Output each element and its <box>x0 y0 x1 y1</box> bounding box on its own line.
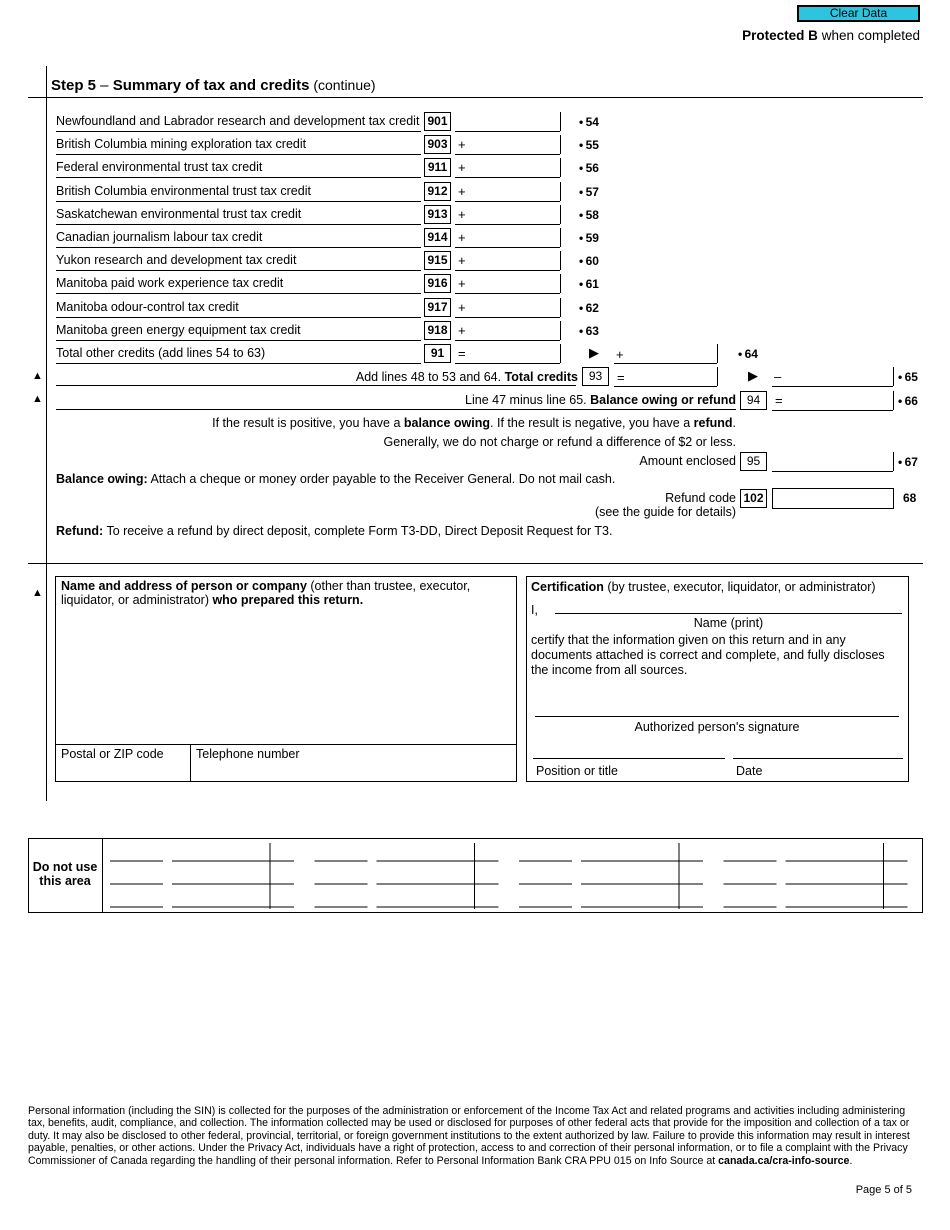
preparer-title <box>61 579 506 607</box>
arrow-right-icon: ▶ <box>589 345 599 360</box>
credit-line-divider <box>560 158 561 177</box>
credit-line-number-value: 59 <box>585 231 599 245</box>
credit-line-underline <box>56 340 421 341</box>
credit-line-code: 912 <box>424 182 451 201</box>
credit-line-symbol: + <box>458 184 466 199</box>
credit-line-divider <box>560 228 561 247</box>
credit-line-code: 901 <box>424 112 451 131</box>
line-67-underline <box>772 471 893 472</box>
credit-line-divider <box>560 112 561 131</box>
line-64-amount[interactable] <box>630 346 714 362</box>
line-number-67: • 67 <box>898 455 918 469</box>
position-title-label: Position or title <box>536 764 618 778</box>
total-credits-underline <box>56 385 576 386</box>
balance-owing-text: Attach a cheque or money order payable to the Receiver General. Do not mail cash. <box>147 472 616 486</box>
credit-line-underline <box>56 270 421 271</box>
credit-line-amount-underline <box>455 131 560 132</box>
credit-line-number-value: 62 <box>585 301 599 315</box>
line-91-underline <box>455 363 560 364</box>
credit-line-number-value: 60 <box>585 254 599 268</box>
credit-line-label: Yukon research and development tax credit <box>56 253 297 267</box>
credit-line-divider <box>560 182 561 201</box>
preparer-title-bold: Name and address of person or company <box>61 579 307 593</box>
line-number-65: • 65 <box>898 370 918 384</box>
credit-line-number-value: 58 <box>585 208 599 222</box>
protected-bold: Protected B <box>742 28 818 43</box>
credit-line-number: • 55 <box>579 138 599 152</box>
credit-line-amount[interactable] <box>472 276 558 292</box>
code-94: 94 <box>740 391 767 410</box>
credit-line-number: • 54 <box>579 115 599 129</box>
section-divider <box>28 563 923 564</box>
line-91-amount[interactable] <box>472 346 558 362</box>
credit-line-label: Manitoba paid work experience tax credit <box>56 276 284 290</box>
clear-data-button[interactable]: Clear Data <box>797 5 920 22</box>
credit-line-divider <box>560 321 561 340</box>
credit-line-divider <box>560 205 561 224</box>
total-credits-bold: Total credits <box>504 370 578 384</box>
info-source-link[interactable]: canada.ca/cra-info-source <box>718 1154 850 1167</box>
credit-line-number-value: 56 <box>585 161 599 175</box>
refund-text: To receive a refund by direct deposit, complete Form T3-DD, Direct Deposit Request for T3. <box>103 524 613 538</box>
line-67-number: 67 <box>904 455 918 469</box>
code-93: 93 <box>582 367 609 386</box>
certification-title <box>531 580 876 594</box>
line-64-number: 64 <box>744 347 758 361</box>
credit-line-amount-underline <box>455 177 560 178</box>
postal-code-input[interactable] <box>61 763 186 779</box>
balance-owing-note <box>56 472 615 486</box>
balance-owing-bold: Balance owing: <box>56 472 148 486</box>
name-print-label: Name (print) <box>693 616 764 630</box>
line-93-amount[interactable] <box>630 369 714 385</box>
certifier-name-input[interactable] <box>556 597 901 613</box>
result-p1: If the result is positive, you have a <box>212 416 404 430</box>
equals-symbol: = <box>458 346 466 361</box>
telephone-input[interactable] <box>196 763 511 779</box>
credit-line-symbol: + <box>458 160 466 175</box>
credit-line-symbol: + <box>458 300 466 315</box>
amount-enclosed-label: Amount enclosed <box>639 454 736 468</box>
certification-statement: certify that the information given on this return and in any documents attached is correct and complete, and fully discloses the income from all sources. <box>531 633 885 677</box>
triangle-marker-icon: ▲ <box>32 370 43 382</box>
credit-line-amount[interactable] <box>472 323 558 339</box>
line-65-amount[interactable] <box>790 369 890 385</box>
credit-line-amount-underline <box>455 340 560 341</box>
credit-line-number-value: 61 <box>585 277 599 291</box>
date-underline <box>733 758 903 759</box>
result-p3: . <box>732 416 736 430</box>
line-66-number: 66 <box>904 394 918 408</box>
triangle-marker-icon: ▲ <box>32 587 43 599</box>
credit-line-code: 915 <box>424 251 451 270</box>
line-66-underline <box>772 410 893 411</box>
credit-line-amount-underline <box>455 293 560 294</box>
credit-line-number: • 59 <box>579 231 599 245</box>
total-other-underline <box>56 363 421 364</box>
credit-line-code: 914 <box>424 228 451 247</box>
total-credits-pre: Add lines 48 to 53 and 64. <box>355 370 505 384</box>
date-label: Date <box>736 764 763 778</box>
credit-line-amount[interactable] <box>472 114 558 130</box>
step-name: Summary of tax and credits <box>112 77 310 94</box>
result-explanation <box>212 416 736 430</box>
privacy-end: . <box>849 1154 853 1167</box>
page-number: Page 5 of 5 <box>855 1184 912 1196</box>
credit-line-amount[interactable] <box>472 160 558 176</box>
credit-line-number: • 56 <box>579 161 599 175</box>
line-number-66: • 66 <box>898 394 918 408</box>
credit-line-amount[interactable] <box>472 253 558 269</box>
credit-line-code: 911 <box>424 158 451 177</box>
credit-line-code: 903 <box>424 135 451 154</box>
credit-line-amount[interactable] <box>472 230 558 246</box>
credit-line-divider <box>560 135 561 154</box>
plus-symbol: + <box>616 347 624 362</box>
credit-line-number: • 60 <box>579 254 599 268</box>
preparer-bottom-rule <box>55 744 517 745</box>
credit-line-code: 918 <box>424 321 451 340</box>
balance-pre: Line 47 minus line 65. <box>465 393 591 407</box>
credit-line-symbol: + <box>458 137 466 152</box>
credit-line-number: • 63 <box>579 324 599 338</box>
credit-line-amount[interactable] <box>472 207 558 223</box>
credit-line-symbol: + <box>458 207 466 222</box>
step-continue: (continue) <box>309 77 376 93</box>
credit-line-amount-underline <box>455 224 560 225</box>
position-underline <box>533 758 725 759</box>
credit-line-label: Saskatchewan environmental trust tax credit <box>56 207 302 221</box>
line-number-68: 68 <box>903 491 917 505</box>
line-91-divider <box>560 344 561 363</box>
preparer-name-address-input[interactable] <box>60 610 514 742</box>
result-p2: . If the result is negative, you have a <box>490 416 694 430</box>
certification-rest: (by trustee, executor, liquidator, or administrator) <box>603 580 876 594</box>
credit-line-code: 916 <box>424 274 451 293</box>
credit-line-amount-underline <box>455 201 560 202</box>
credit-line-label: Manitoba green energy equipment tax credit <box>56 323 301 337</box>
do-not-use-divider <box>102 838 103 913</box>
do-not-use-grid <box>104 840 920 912</box>
code-91: 91 <box>424 344 451 363</box>
refund-code-note: (see the guide for details) <box>594 505 736 519</box>
refund-code-input[interactable] <box>776 490 890 506</box>
line-64-divider <box>717 344 718 363</box>
refund-code-field-box <box>772 488 894 509</box>
credit-line-amount-underline <box>455 270 560 271</box>
refund-code-label: Refund code <box>665 491 736 505</box>
do-not-use-label: Do not use this area <box>32 860 98 888</box>
credit-line-number: • 62 <box>579 301 599 315</box>
credit-line-amount-underline <box>455 154 560 155</box>
credit-line-underline <box>56 154 421 155</box>
credit-line-amount[interactable] <box>472 184 558 200</box>
credit-line-label: British Columbia environmental trust tax credit <box>56 184 311 198</box>
step-header-rule <box>28 97 923 98</box>
postal-phone-divider <box>190 744 191 782</box>
credit-line-number-value: 57 <box>585 185 599 199</box>
credit-line-underline <box>56 131 421 132</box>
privacy-text: Personal information (including the SIN) is collected for the purposes of the administration or enforcement of the Income Tax Act and related programs and activities including administering tax, benefits, audit, compliance, and collection. The information collected may be used or disclosed for purposes of other federal acts that provide for the imposition and collection of a tax or duty. It may also be disclosed to other federal, provincial, territorial, or foreign government institutions to the extent authorized by law. Failure to provide this information may result in interest payable, penalties, or other actions. Under the Privacy Act, individuals have a right of protection, access to and correction of their personal information, or to file a complaint with the Privacy Commissioner of Canada regarding the handling of their personal information. Refer to Personal Information Bank CRA PPU 015 on Info Source at <box>28 1105 910 1167</box>
step-title <box>51 77 376 94</box>
credit-line-divider <box>560 274 561 293</box>
credit-line-underline <box>56 317 421 318</box>
triangle-marker-icon: ▲ <box>32 393 43 405</box>
credit-line-underline <box>56 224 421 225</box>
credit-line-symbol: + <box>458 276 466 291</box>
total-other-label: Total other credits (add lines 54 to 63) <box>56 346 266 360</box>
credit-line-amount[interactable] <box>472 300 558 316</box>
position-title-input[interactable] <box>533 742 723 758</box>
line-65-divider <box>893 367 894 386</box>
line-65-number: 65 <box>904 370 918 384</box>
i-label: I, <box>531 603 538 617</box>
line-93-underline <box>614 386 717 387</box>
credit-line-underline <box>56 201 421 202</box>
certification-bold: Certification <box>531 580 604 594</box>
balance-underline <box>56 409 736 410</box>
credit-line-number: • 61 <box>579 277 599 291</box>
signature-label: Authorized person's signature <box>634 720 800 734</box>
equals-symbol: = <box>775 393 783 408</box>
postal-code-label: Postal or ZIP code <box>61 747 164 761</box>
step-number: Step 5 <box>51 77 97 94</box>
credit-line-number-value: 55 <box>585 138 599 152</box>
credit-line-symbol: + <box>458 230 466 245</box>
credit-line-number-value: 63 <box>585 324 599 338</box>
preparer-title-bold2: who prepared this return. <box>212 593 364 607</box>
credit-line-symbol: + <box>458 253 466 268</box>
credit-line-divider <box>560 298 561 317</box>
credit-line-label: Manitoba odour-control tax credit <box>56 300 239 314</box>
credit-line-code: 913 <box>424 205 451 224</box>
line-66-divider <box>893 391 894 410</box>
credit-line-code: 917 <box>424 298 451 317</box>
line-number-64: • 64 <box>738 347 758 361</box>
protected-b-label <box>742 28 920 43</box>
credit-line-underline <box>56 247 421 248</box>
credit-line-amount[interactable] <box>472 137 558 153</box>
credit-line-number: • 58 <box>579 208 599 222</box>
line-64-underline <box>614 363 717 364</box>
refund-note <box>56 524 612 538</box>
preparer-title-rest: (other than trustee, executor, liquidator, or administrator) <box>61 579 471 607</box>
credit-line-label: British Columbia mining exploration tax credit <box>56 137 307 151</box>
credit-line-amount-underline <box>455 317 560 318</box>
privacy-notice <box>28 1105 923 1167</box>
signature-line[interactable] <box>535 716 899 717</box>
line-65-underline <box>772 386 893 387</box>
credit-line-divider <box>560 251 561 270</box>
telephone-label: Telephone number <box>196 747 300 761</box>
result-b2: refund <box>693 416 733 430</box>
credit-line-underline <box>56 293 421 294</box>
left-margin-rule <box>46 66 47 801</box>
credit-line-amount-underline <box>455 247 560 248</box>
protected-rest: when completed <box>817 28 920 43</box>
arrow-right-icon: ▶ <box>748 368 758 383</box>
name-underline <box>555 613 902 614</box>
balance-bold: Balance owing or refund <box>590 393 736 407</box>
code-95: 95 <box>740 452 767 471</box>
difference-note: Generally, we do not charge or refund a difference of $2 or less. <box>383 435 736 449</box>
line-93-divider <box>717 367 718 386</box>
line-67-amount[interactable] <box>774 454 890 470</box>
code-102: 102 <box>740 489 767 508</box>
minus-symbol: – <box>774 369 782 384</box>
date-input[interactable] <box>733 742 901 758</box>
credit-line-label: Newfoundland and Labrador research and development tax credit <box>56 114 420 128</box>
balance-label <box>465 393 736 407</box>
line-67-divider <box>893 452 894 471</box>
refund-bold: Refund: <box>56 524 104 538</box>
credit-line-label: Canadian journalism labour tax credit <box>56 230 263 244</box>
credit-line-number: • 57 <box>579 185 599 199</box>
total-credits-label <box>356 370 578 384</box>
equals-symbol: = <box>617 370 625 385</box>
credit-line-label: Federal environmental trust tax credit <box>56 160 263 174</box>
credit-line-underline <box>56 177 421 178</box>
step-dash: – <box>96 77 113 94</box>
result-b1: balance owing <box>403 416 491 430</box>
credit-line-symbol: + <box>458 323 466 338</box>
credit-line-number-value: 54 <box>585 115 599 129</box>
line-66-amount[interactable] <box>790 393 890 409</box>
